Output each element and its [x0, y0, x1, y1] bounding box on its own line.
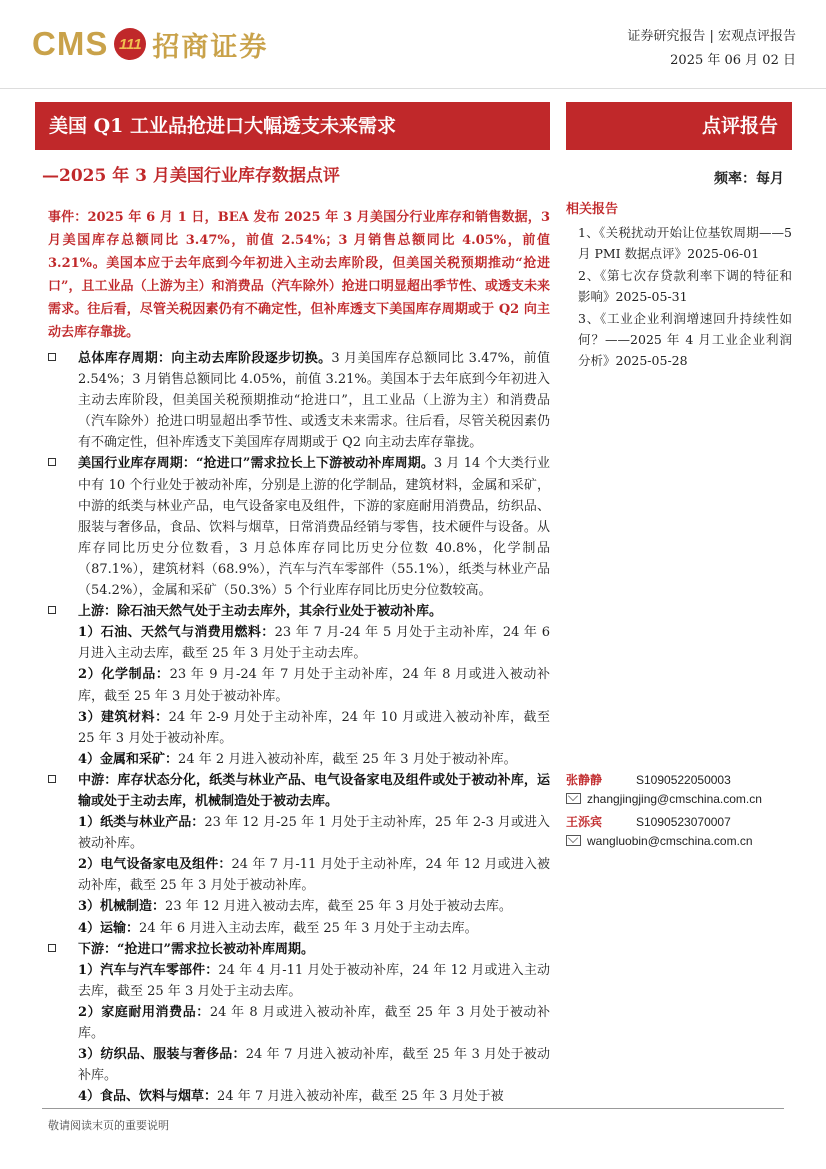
section-heading: 美国行业库存周期：“抢进口”需求拉长上下游被动补库周期。 — [78, 456, 434, 472]
sub-label: 3）纺织品、服装与奢侈品： — [78, 1047, 246, 1063]
sub-label: 1）纸类与林业产品： — [78, 815, 205, 831]
checkbox-bullet-icon — [48, 353, 56, 361]
sub-label: 3）建筑材料： — [78, 709, 169, 725]
checkbox-bullet-icon — [48, 944, 56, 952]
sub-label: 2）家庭耐用消费品： — [78, 1004, 210, 1020]
sub-text: 23 年 12 月-25 年 1 月处于主动补库，25 年 2-3 月或进入被动补库。 — [78, 815, 550, 852]
sub-text: 24 年 7 月-11 月处于主动补库，24 年 12 月或进入被动补库，截至 25 年 3 月处于被动补库。 — [78, 857, 550, 894]
analyst-email[interactable]: wangluobin@cmschina.com.cn — [587, 833, 753, 848]
sub-text: 24 年 7 月进入被动补库，截至 25 年 3 月处于被动补库。 — [78, 1047, 550, 1084]
section-text: 3 月美国库存总额同比 3.47%，前值 2.54%；3 月销售总额同比 4.05%，前值 3.21%。美国本于去年底到今年初进入主动去库阶段，但美国关税预期推动“抢进口”，且工业品（上游为主）和消费品（汽车除外）抢进口明显超出季节性、或透支未来需求。往后看，尽管关税因素仍有不确定性，但补库透支下美国库存周期或于 Q2 向主动去库存靠拢。 — [78, 351, 550, 451]
analyst-email[interactable]: zhangjingjing@cmschina.com.cn — [587, 791, 762, 806]
analyst-id: S1090522050003 — [636, 772, 731, 787]
sub-label: 4）运输： — [78, 920, 140, 936]
sub-label: 2）化学制品： — [78, 667, 170, 683]
footer-note: 敬请阅读末页的重要说明 — [48, 1119, 169, 1132]
mail-icon — [566, 835, 581, 846]
analyst — [566, 812, 792, 850]
checkbox-bullet-icon — [48, 775, 56, 783]
section-upstream — [48, 601, 550, 770]
footer-divider — [42, 1108, 784, 1109]
sub-text: 24 年 2-9 月处于主动补库，24 年 10 月或进入被动补库，截至 25 年 3 月处于被动补库。 — [78, 709, 551, 746]
company-logo — [32, 24, 268, 64]
sub-label: 3）机械制造： — [78, 899, 166, 915]
related-reports — [566, 199, 792, 372]
related-report-link[interactable]: 2、《第七次存贷款利率下调的特征和影响》2025-05-31 — [578, 268, 792, 304]
sub-label: 4）食品、饮料与烟草： — [78, 1089, 218, 1105]
checkbox-bullet-icon — [48, 606, 56, 614]
section-text: 3 月 14 个大类行业中有 10 个行业处于被动补库，分别是上游的化学制品，建筑材料，金属和采矿，中游的纸类与林业产品，电气设备家电及组件，下游的家庭耐用消费品，纺织品、服装与奢侈品，食品、饮料与烟草，日常消费品经销与零售，技术硬件与设备。从库存同比历史分位数看，3 月总体库存同比历史分位数 40.8%，化学制品（87.1%），建筑材料（68.9%），汽车与汽车零部件（55.1%），纸类与林业产品（54.2%），金属和采矿（50.3%）5 个行业库存同比历史分位数较高。 — [78, 456, 550, 599]
report-subtitle: —2025 年 3 月美国行业库存数据点评 — [42, 166, 340, 186]
header-divider — [0, 88, 826, 89]
sub-text: 23 年 9 月-24 年 7 月处于主动补库，24 年 8 月或进入被动补库，截至 25 年 3 月处于被动补库。 — [78, 667, 550, 704]
page-header — [0, 0, 826, 88]
sub-label: 1）石油、天然气与消费用燃料： — [78, 625, 275, 641]
section-heading: 总体库存周期：向主动去库阶段逐步切换。 — [78, 351, 332, 366]
logo-emblem-icon: 111 — [114, 28, 146, 60]
related-reports-title: 相关报告 — [566, 202, 619, 217]
section-overall — [48, 348, 550, 453]
sub-text: 23 年 7 月-24 年 5 月处于主动补库，24 年 6 月进入主动去库，截至 25 年 3 月处于主动去库。 — [78, 625, 551, 662]
checkbox-bullet-icon — [48, 458, 56, 466]
sub-label: 4）金属和采矿： — [78, 751, 179, 767]
sub-text: 23 年 12 月进入被动去库，截至 25 年 3 月处于被动去库。 — [165, 899, 512, 915]
related-report-link[interactable]: 1、《关税扰动开始让位基钦周期——5 月 PMI 数据点评》2025-06-01 — [578, 225, 792, 261]
section-heading: 下游：“抢进口”需求拉长被动补库周期。 — [78, 941, 314, 957]
sub-text: 24 年 4 月-11 月处于被动补库，24 年 12 月或进入主动去库，截至 25 年 3 月处于主动去库。 — [78, 962, 550, 999]
section-heading: 中游：库存状态分化，纸类与林业产品、电气设备家电及组件或处于被动补库，运输或处于主动去库，机械制造处于被动去库。 — [78, 772, 550, 809]
analyst-id: S1090523070007 — [636, 814, 731, 829]
logo-chinese-text: 招商证券 — [152, 31, 269, 63]
sub-text: 24 年 2 月进入被动补库，截至 25 年 3 月处于被动补库。 — [178, 751, 517, 767]
analyst — [566, 770, 792, 808]
section-midstream — [48, 770, 550, 939]
analyst-name: 张静静 — [566, 773, 603, 787]
logo-cms-text: CMS — [32, 25, 109, 62]
report-date: 2025 年 06 月 02 日 — [670, 53, 796, 68]
sub-label: 1）汽车与汽车零部件： — [78, 962, 219, 978]
related-report-link[interactable]: 3、《工业企业利润增速回升持续性如何？——2025 年 4 月工业企业利润分析》2025-05-28 — [578, 311, 792, 368]
report-frequency: 频率：每月 — [714, 171, 784, 187]
sub-text: 24 年 7 月进入被动补库，截至 25 年 3 月处于被 — [217, 1089, 504, 1105]
sub-label: 2）电气设备家电及组件： — [78, 857, 232, 873]
report-category: 点评报告 — [566, 102, 792, 150]
mail-icon — [566, 793, 581, 804]
report-type: 证券研究报告 | 宏观点评报告 — [627, 29, 796, 44]
report-title: 美国 Q1 工业品抢进口大幅透支未来需求 — [35, 102, 550, 150]
sub-text: 24 年 8 月或进入被动补库，截至 25 年 3 月处于被动补库。 — [78, 1004, 550, 1041]
analyst-info — [566, 770, 792, 854]
report-body — [48, 348, 550, 1107]
analyst-name: 王泺宾 — [566, 815, 603, 829]
event-summary: 事件：2025 年 6 月 1 日，BEA 发布 2025 年 3 月美国分行业库存和销售数据，3 月美国库存总额同比 3.47%，前值 2.54%；3 月销售总额同比 4.05%，前值 3.21%。美国本应于去年底到今年初进入主动去库阶段，但美国关税预期推动“抢进口”，且工业品（上游为主）和消费品（汽车除外）抢进口明显超出季节性、或透支未来需求。往后看，尽管关税因素仍有不确定性，但补库透支下美国库存周期或于 Q2 向主动去库存靠拢。 — [48, 210, 550, 340]
header-meta — [627, 25, 796, 73]
section-heading: 上游：除石油天然气处于主动去库外，其余行业处于被动补库。 — [78, 604, 443, 620]
sub-text: 24 年 6 月进入主动去库，截至 25 年 3 月处于主动去库。 — [139, 920, 478, 936]
section-downstream — [48, 939, 550, 1108]
section-industry — [48, 453, 550, 601]
